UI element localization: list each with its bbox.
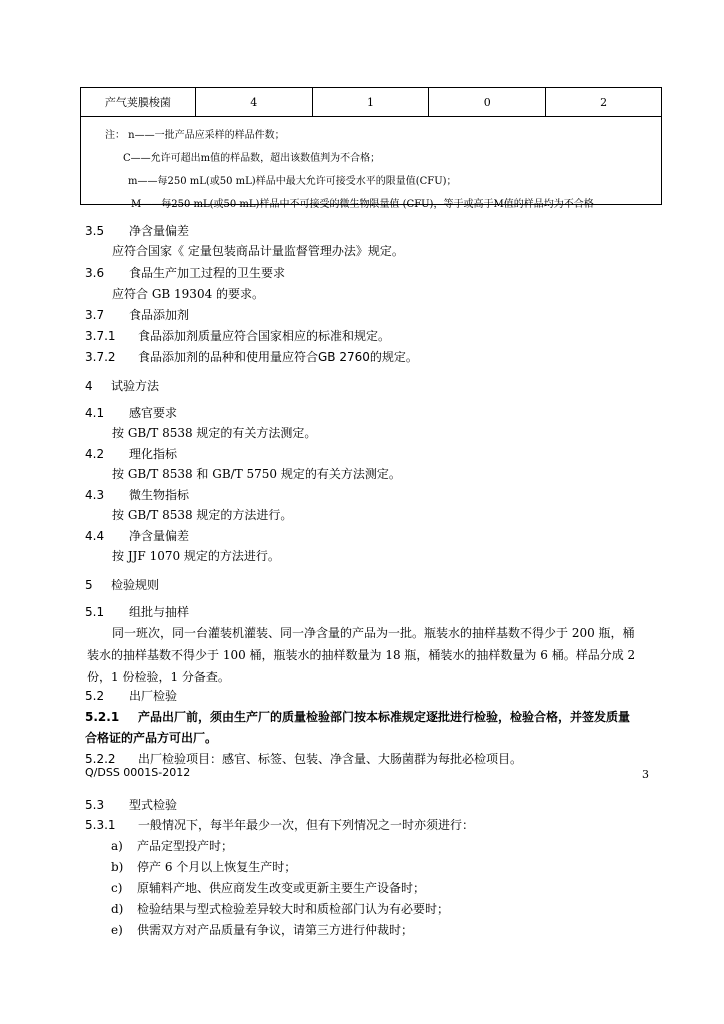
- heading-5: 5 检验规则: [85, 578, 160, 592]
- heading-5-3: 5.3 型式检验: [85, 798, 178, 812]
- heading-5-1: 5.1 组批与抽样: [85, 605, 190, 619]
- clause-5-3-1: 5.3.1 一般情况下，每半年最少一次，但有下列情况之一时亦须进行：: [85, 818, 475, 832]
- heading-3-5: 3.5 净含量偏差: [85, 224, 190, 238]
- paragraph-5-1-line1: 同一班次，同一台灌装机灌装、同一净含量的产品为一批。瓶装水的抽样基数不得少于 200 瓶，桶: [112, 626, 635, 640]
- table-cell-m: 0: [429, 88, 546, 117]
- footer-standard-code: Q/DSS 0001S-2012: [85, 766, 191, 779]
- heading-4-1: 4.1 感官要求: [85, 406, 178, 420]
- list-item: e) 供需双方对产品质量有争议，请第三方进行仲裁时；: [111, 923, 414, 937]
- table-notes: [81, 117, 662, 210]
- heading-4-4: 4.4 净含量偏差: [85, 529, 190, 543]
- table-cell-M: 2: [546, 88, 662, 117]
- footer-page-number: 3: [642, 768, 649, 781]
- list-item: b) 停产 6 个月以上恢复生产时；: [111, 860, 297, 874]
- table-cell-name: 产气荚膜梭菌: [81, 88, 196, 117]
- paragraph-4-3: 按 GB/T 8538 规定的方法进行。: [112, 508, 293, 522]
- table-notes-row: [81, 117, 662, 205]
- heading-3-7: 3.7 食品添加剂: [85, 308, 190, 322]
- table-cell-c: 1: [312, 88, 429, 117]
- clause-3-7-1: 3.7.1 食品添加剂质量应符合国家相应的标准和规定。: [85, 329, 391, 343]
- paragraph-4-4: 按 JJF 1070 规定的方法进行。: [112, 549, 280, 563]
- paragraph-5-1-line2: 装水的抽样基数不得少于 100 桶，瓶装水的抽样数量为 18 瓶，桶装水的抽样数量为 6 桶。样品分成 2: [87, 648, 636, 662]
- list-item: c) 原辅料产地、供应商发生改变或更新主要生产设备时；: [111, 881, 426, 895]
- table-row: [81, 88, 662, 117]
- list-item: a) 产品定型投产时；: [111, 839, 234, 853]
- list-item: d) 检验结果与型式检验差异较大时和质检部门认为有必要时；: [111, 902, 450, 916]
- paragraph-3-6: 应符合 GB 19304 的要求。: [112, 287, 265, 301]
- note-n: 注： n——一批产品应采样的样品件数；: [105, 130, 285, 141]
- microbe-limit-table: [80, 87, 662, 210]
- clause-3-7-2: 3.7.2 食品添加剂的品种和使用量应符合GB 2760的规定。: [85, 350, 418, 364]
- paragraph-4-2: 按 GB/T 8538 和 GB/T 5750 规定的有关方法测定。: [112, 467, 401, 481]
- heading-4-2: 4.2 理化指标: [85, 447, 178, 461]
- paragraph-4-1: 按 GB/T 8538 规定的有关方法测定。: [112, 426, 317, 440]
- paragraph-5-1-line3: 份，1 份检验，1 分备查。: [87, 670, 230, 684]
- clause-5-2-1-line1: 5.2.1 产品出厂前，须由生产厂的质量检验部门按本标准规定逐批进行检验，检验合格，并签发质量: [85, 710, 631, 724]
- clause-5-2-1-line2: 合格证的产品方可出厂。: [85, 731, 218, 745]
- heading-4-3: 4.3 微生物指标: [85, 488, 190, 502]
- heading-3-6: 3.6 食品生产加工过程的卫生要求: [85, 266, 286, 280]
- table-cell-n: 4: [195, 88, 312, 117]
- paragraph-3-5: 应符合国家《 定量包装商品计量监督管理办法》规定。: [112, 244, 404, 258]
- clause-5-2-2: 5.2.2 出厂检验项目：感官、标签、包装、净含量、大肠菌群为每批必检项目。: [85, 752, 523, 766]
- note-M: M——每250 mL(或50 mL)样品中不可接受的微生物限量值 (CFU)，等于或高于M值的样品均为不合格: [131, 199, 594, 210]
- note-m: m——每250 mL(或50 mL)样品中最大允许可接受水平的限量值(CFU)；: [128, 176, 457, 187]
- heading-4: 4 试验方法: [85, 379, 160, 393]
- heading-5-2: 5.2 出厂检验: [85, 689, 178, 703]
- note-c: C——允许可超出m值的样品数，超出该数值判为不合格；: [123, 153, 381, 164]
